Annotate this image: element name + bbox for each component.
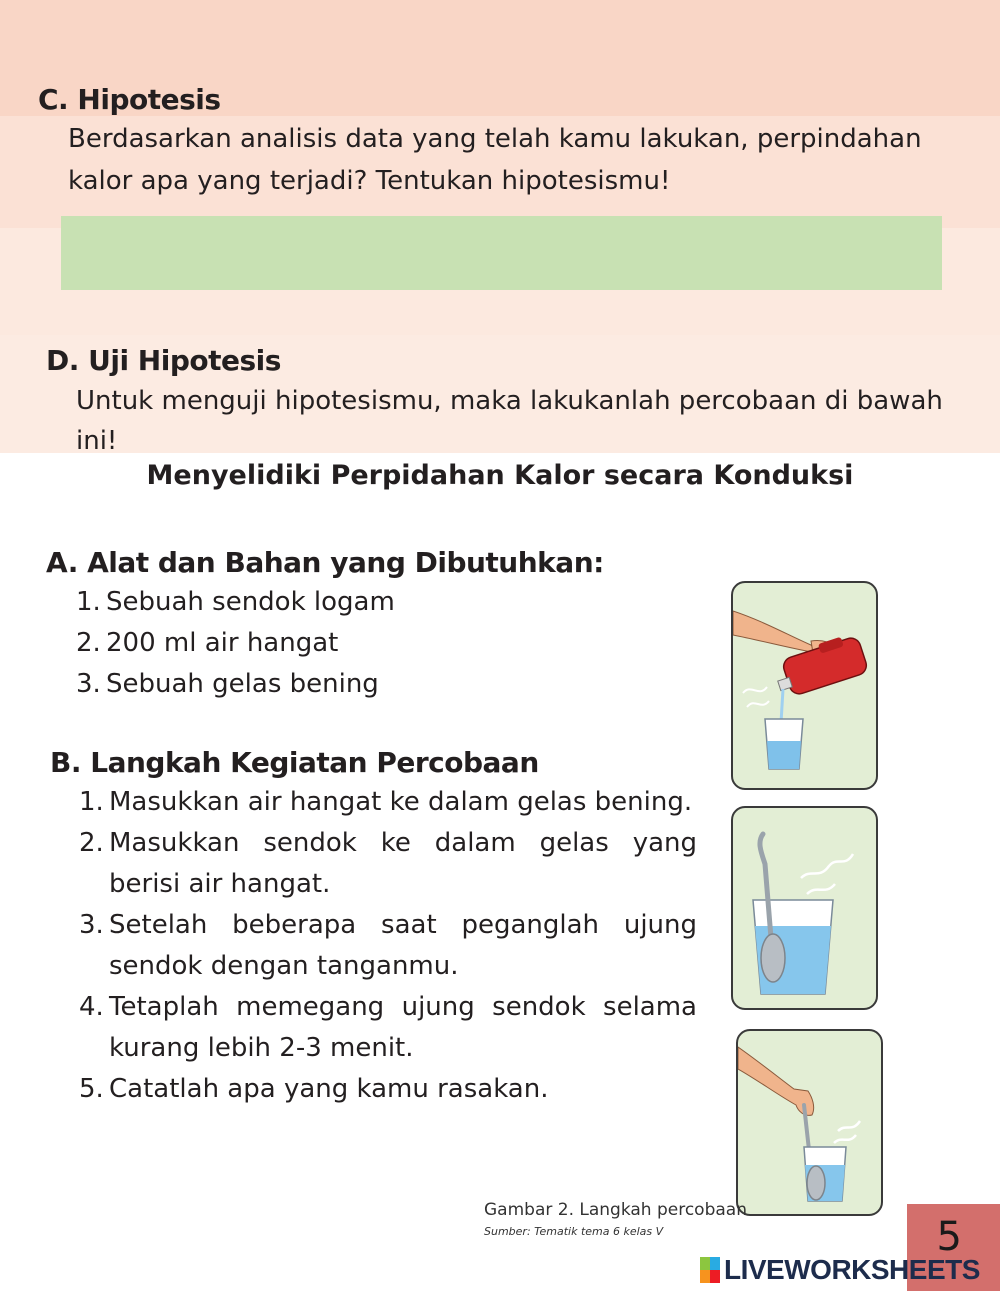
- pour-water-drawing: [733, 583, 876, 788]
- list-item: 4. Tetaplah memegang ujung sendok selama kurang lebih 2-3 menit.: [79, 992, 697, 1063]
- figure-caption: Gambar 2. Langkah percobaan: [484, 1200, 747, 1220]
- hold-spoon-drawing: [738, 1031, 881, 1214]
- list-item: 2. Masukkan sendok ke dalam gelas yang berisi air hangat.: [79, 828, 697, 899]
- spoon-in-glass-drawing: [733, 808, 876, 1008]
- section-d-text-line1: Untuk menguji hipotesismu, maka lakukanlah percobaan di bawah: [76, 386, 943, 416]
- list-item: 1. Masukkan air hangat ke dalam gelas bening.: [79, 787, 693, 817]
- list-item: 5. Catatlah apa yang kamu rasakan.: [79, 1074, 549, 1104]
- section-c-text-line1: Berdasarkan analisis data yang telah kamu lakukan, perpindahan: [68, 124, 922, 154]
- brand-name: LIVEWORKSHEETS: [724, 1254, 980, 1285]
- list-item: 2. 200 ml air hangat: [76, 628, 339, 658]
- brand-blocks-icon: [700, 1257, 720, 1283]
- illustration-hold-spoon: [736, 1029, 883, 1216]
- materials-heading: A. Alat dan Bahan yang Dibutuhkan:: [46, 546, 604, 579]
- list-item: 1. Sebuah sendok logam: [76, 587, 395, 617]
- illustration-spoon-in-glass: [731, 806, 878, 1010]
- illustration-pour-water: [731, 581, 878, 790]
- page-number: 5: [936, 1214, 962, 1260]
- figure-source: Sumber: Tematik tema 6 kelas V: [484, 1225, 664, 1238]
- section-c-text-line2: kalor apa yang terjadi? Tentukan hipotesismu!: [68, 166, 671, 196]
- section-c-heading: C. Hipotesis: [38, 83, 221, 116]
- steps-heading: B. Langkah Kegiatan Percobaan: [50, 746, 539, 779]
- section-d-text-line2: ini!: [76, 426, 118, 453]
- hypothesis-answer-input[interactable]: [61, 216, 942, 290]
- materials-list: [76, 582, 676, 705]
- experiment-title: Menyelidiki Perpidahan Kalor secara Konduksi: [146, 460, 854, 491]
- list-item: 3. Setelah beberapa saat peganglah ujung sendok dengan tanganmu.: [79, 910, 697, 981]
- section-d-heading: D. Uji Hipotesis: [46, 344, 281, 377]
- brand-logo: [700, 1254, 980, 1286]
- steps-list: [79, 782, 697, 1110]
- list-item: 3. Sebuah gelas bening: [76, 669, 379, 699]
